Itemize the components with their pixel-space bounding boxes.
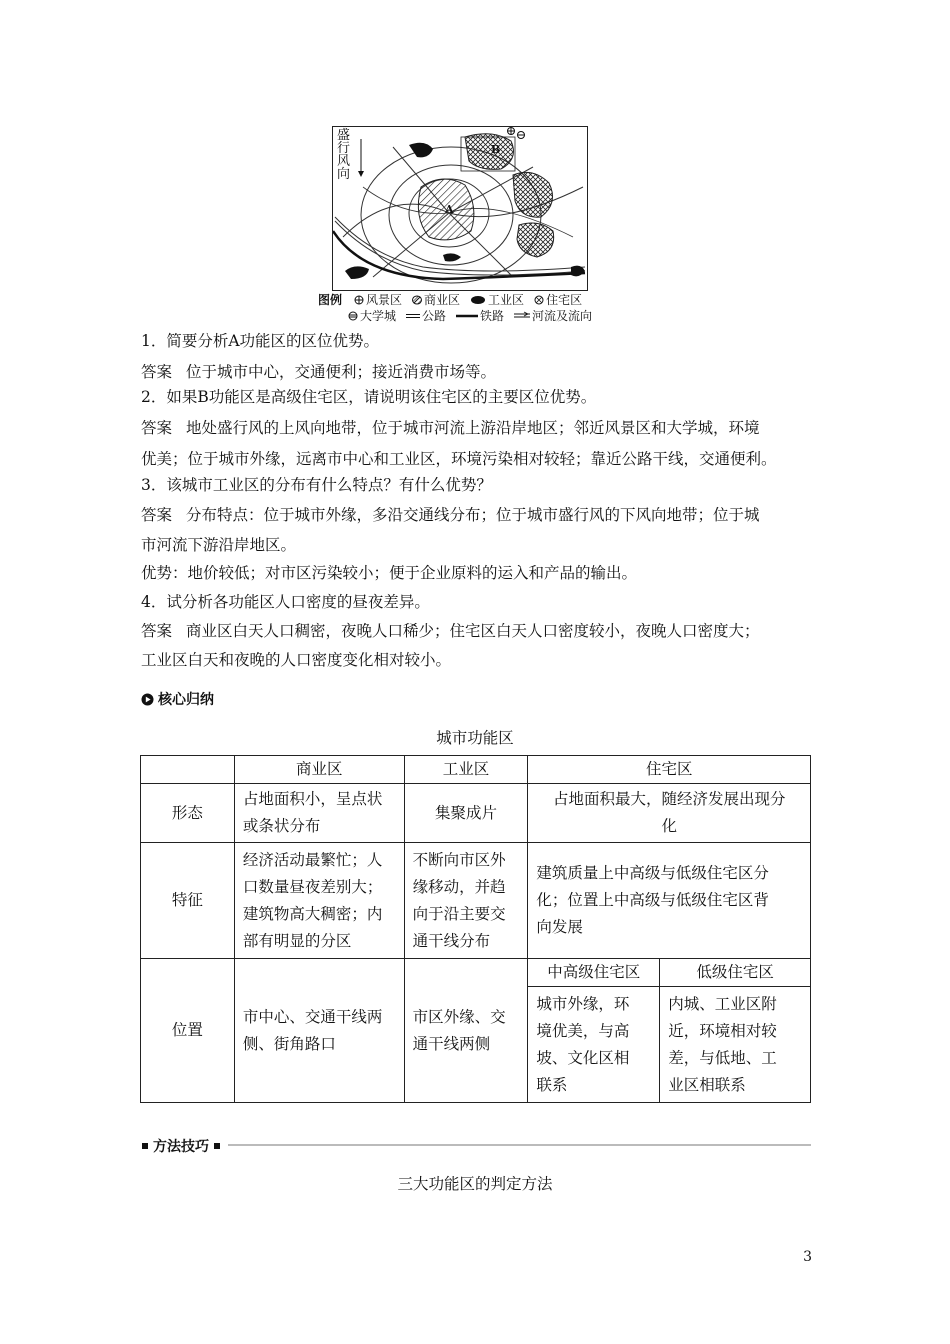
answer-3-line-2: 市河流下游沿岸地区。	[141, 536, 297, 554]
crosshatch-circle-icon	[534, 295, 544, 305]
map-legend	[318, 292, 638, 324]
header-residential: 住宅区	[528, 756, 811, 784]
answer-2-line-2: 优美；位于城市外缘，远离市中心和工业区，环境污染相对较轻；靠近公路干线，交通便利。	[141, 450, 777, 468]
method-divider	[228, 1144, 811, 1146]
wind-direction-label: 盛行风向	[337, 128, 351, 182]
hatch-oval-icon	[412, 295, 422, 305]
question-4: 4．试分析各功能区人口密度的昼夜差异。	[141, 593, 430, 611]
answer-label: 答案	[141, 506, 173, 524]
page-number: 3	[803, 1249, 812, 1265]
question-1: 1．简要分析A功能区的区位优势。	[141, 332, 380, 350]
railway-icon	[456, 311, 478, 321]
question-2: 2．如果B功能区是高级住宅区，请说明该住宅区的主要区位优势。	[141, 388, 597, 406]
function-zone-table	[140, 755, 811, 1103]
university-icon	[348, 311, 358, 321]
answer-label: 答案	[141, 363, 173, 381]
square-bullet-icon	[141, 1142, 149, 1150]
answer-3-line-3: 优势：地价较低；对市区污染较小；便于企业原料的运入和产品的输出。	[141, 564, 638, 582]
legend-item-river: 河流及流向	[514, 308, 592, 324]
answer-4-line-1: 答案 商业区白天人口稠密，夜晚人口稀少；住宅区白天人口密度较小，夜晚人口密度大；	[141, 622, 760, 640]
answer-label: 答案	[141, 419, 173, 437]
method-title: 三大功能区的判定方法	[397, 1175, 553, 1193]
method-heading: 方法技巧	[141, 1136, 221, 1156]
black-blob-icon	[470, 295, 486, 305]
cell-location-industrial: 市区外缘、交 通干线两侧	[404, 959, 528, 1103]
core-summary-heading: 核心归纳	[141, 689, 214, 709]
table-row-form	[141, 784, 811, 843]
cell-form-residential: 占地面积最大，随经济发展出现分 化	[528, 784, 811, 843]
answer-label: 答案	[141, 622, 173, 640]
legend-item-railway: 铁路	[456, 308, 504, 324]
legend-title: 图例	[318, 293, 343, 307]
row-label-feature: 特征	[141, 843, 235, 959]
legend-item-scenic: 风景区	[354, 292, 402, 308]
legend-item-residential: 住宅区	[534, 292, 582, 308]
cell-location-commercial: 市中心、交通干线两 侧、街角路口	[234, 959, 404, 1103]
row-label-location: 位置	[141, 959, 235, 1103]
cell-location-high-residential: 城市外缘，环 境优美，与高 坡、文化区相 联系	[528, 987, 660, 1103]
cell-feature-residential: 建筑质量上中高级与低级住宅区分 化；位置上中高级与低级住宅区背 向发展	[528, 843, 811, 959]
cell-form-commercial: 占地面积小，呈点状 或条状分布	[234, 784, 404, 843]
legend-item-road: 公路	[406, 308, 446, 324]
subheader-high-residential: 中高级住宅区	[528, 959, 660, 987]
globe-icon	[354, 295, 364, 305]
zone-a-label: A	[445, 203, 454, 216]
map-drawing	[333, 127, 587, 290]
question-3: 3．该城市工业区的分布有什么特点？有什么优势？	[141, 476, 492, 494]
header-industrial: 工业区	[404, 756, 528, 784]
answer-4-line-2: 工业区白天和夜晚的人口密度变化相对较小。	[141, 651, 452, 669]
row-label-form: 形态	[141, 784, 235, 843]
square-bullet-icon	[213, 1142, 221, 1150]
answer-3-line-1: 答案 分布特点：位于城市外缘，多沿交通线分布；位于城市盛行风的下风向地带；位于城	[141, 506, 760, 524]
answer-1: 答案 位于城市中心，交通便利；接近消费市场等。	[141, 363, 497, 381]
play-circle-icon	[141, 693, 154, 706]
cell-feature-commercial: 经济活动最繁忙；人 口数量昼夜差别大； 建筑物高大稠密；内 部有明显的分区	[234, 843, 404, 959]
table-header-row	[141, 756, 811, 784]
zone-b-label: B	[491, 143, 501, 156]
legend-item-university: 大学城	[348, 308, 396, 324]
subheader-low-residential: 低级住宅区	[660, 959, 811, 987]
cell-location-low-residential: 内城、工业区附 近，环境相对较 差，与低地、工 业区相联系	[660, 987, 811, 1103]
table-title: 城市功能区	[436, 729, 514, 747]
legend-item-industrial: 工业区	[470, 292, 524, 308]
cell-feature-industrial: 不断向市区外 缘移动，并趋 向于沿主要交 通干线分布	[404, 843, 528, 959]
header-empty	[141, 756, 235, 784]
city-function-zone-map	[332, 126, 588, 291]
legend-item-commercial: 商业区	[412, 292, 460, 308]
river-icon	[514, 311, 530, 321]
cell-form-industrial: 集聚成片	[404, 784, 528, 843]
answer-2-line-1: 答案 地处盛行风的上风向地带，位于城市河流上游沿岸地区；邻近风景区和大学城，环境	[141, 419, 760, 437]
table-row-feature	[141, 843, 811, 959]
table-row-location-top	[141, 959, 811, 987]
road-icon	[406, 311, 420, 321]
header-commercial: 商业区	[234, 756, 404, 784]
